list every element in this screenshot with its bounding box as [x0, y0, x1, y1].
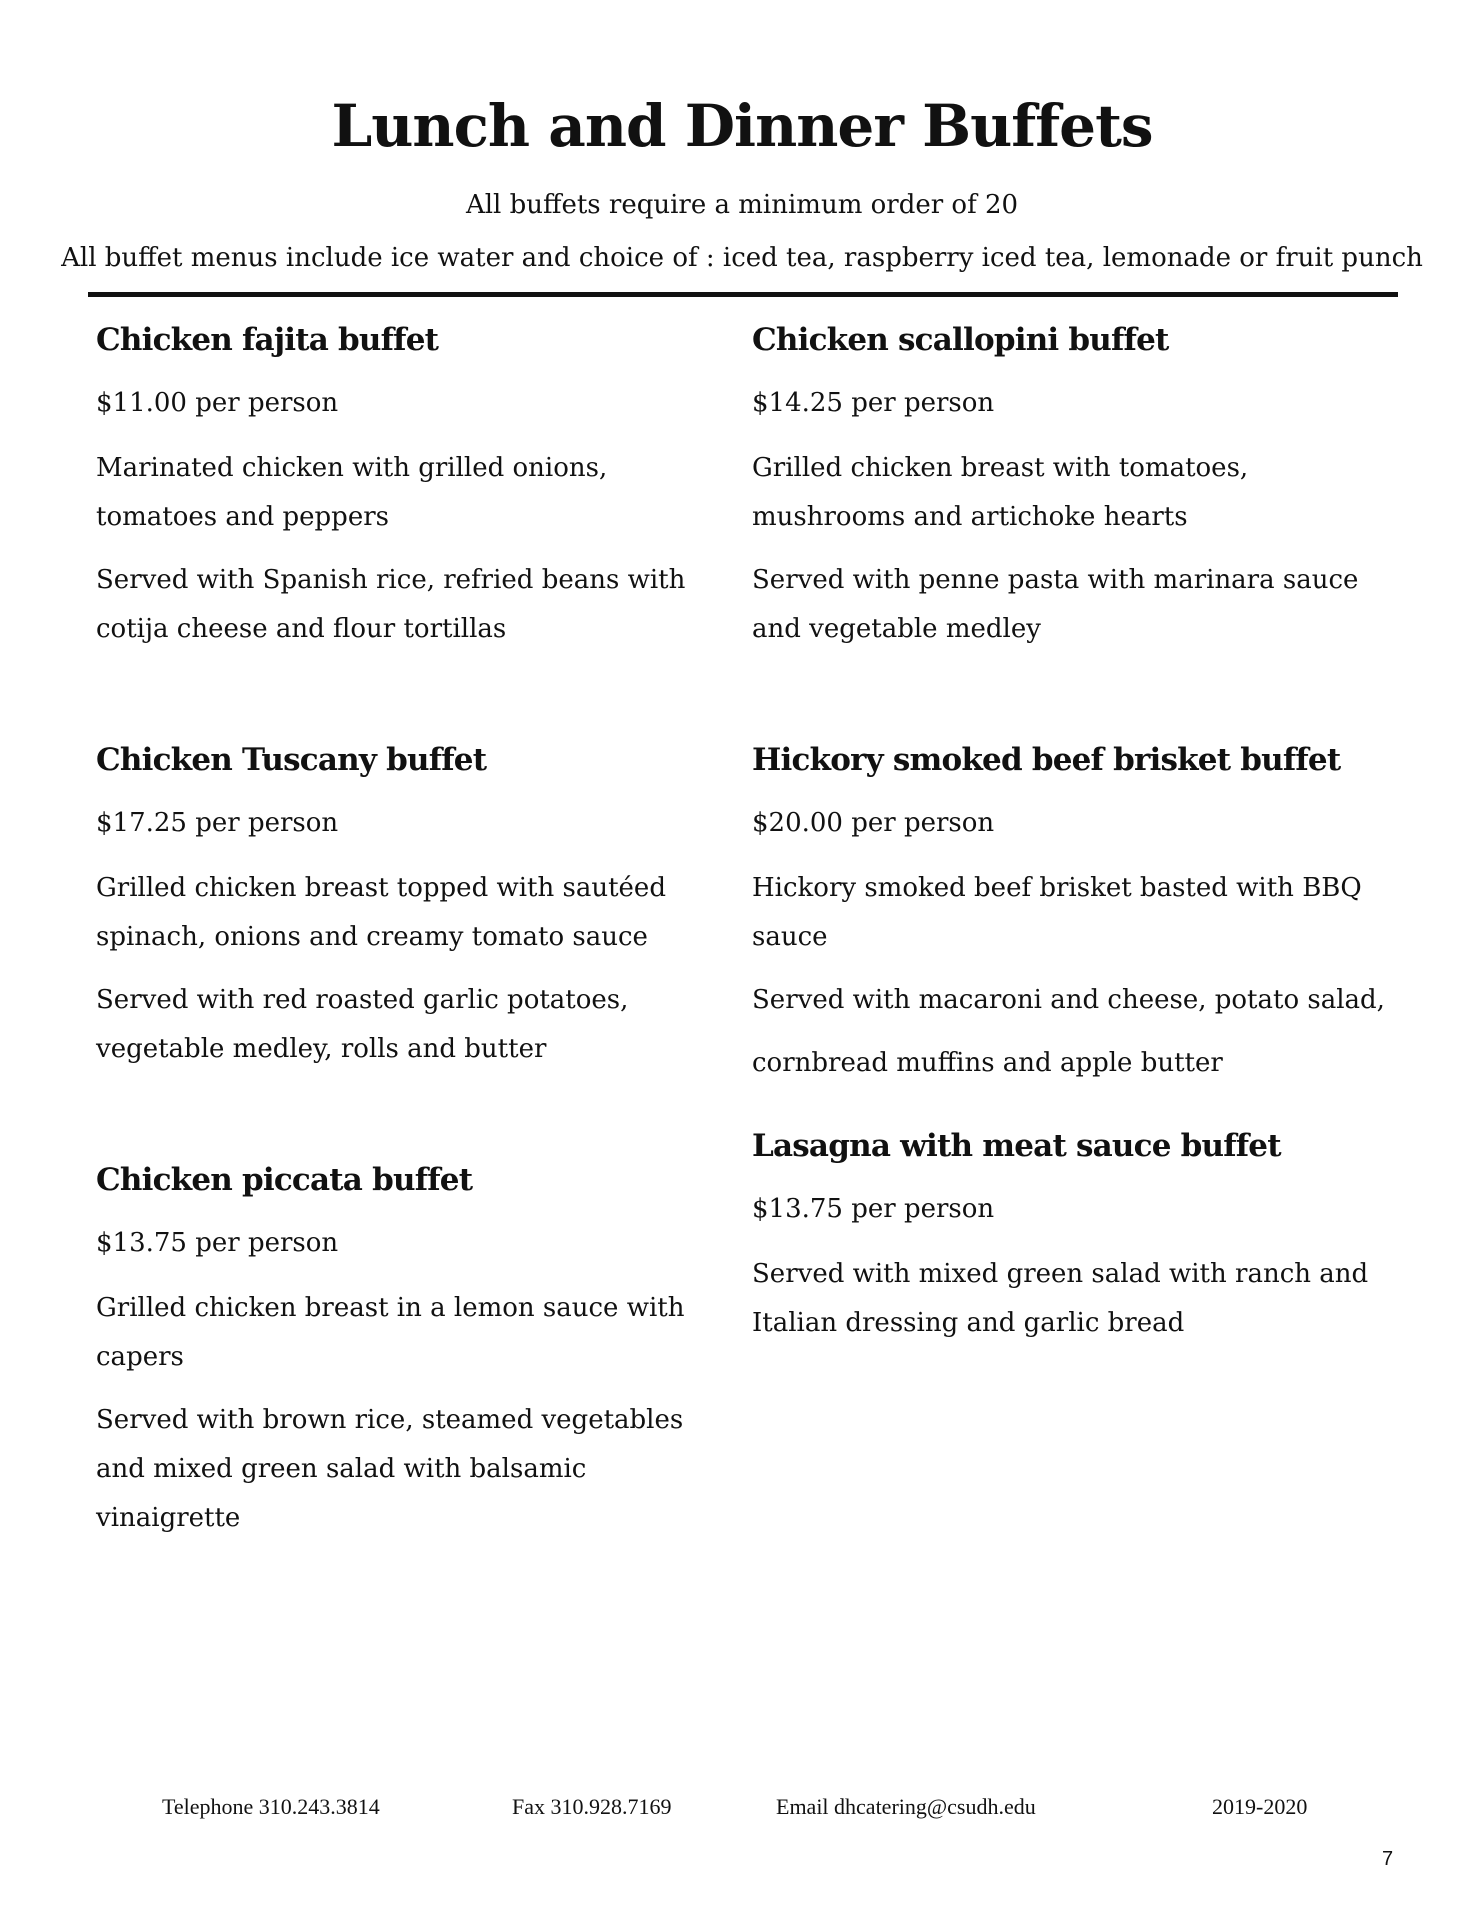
buffet-item-chicken-piccata	[96, 1162, 736, 1543]
buffet-name: Lasagna with meat sauce buffet	[752, 1128, 1281, 1164]
buffet-price: $11.00 per person	[96, 388, 339, 419]
buffet-price: $14.25 per person	[752, 388, 995, 419]
buffet-name: Chicken scallopini buffet	[752, 322, 1169, 358]
buffet-description: Grilled chicken breast topped with sautéed spinach, onions and creamy tomato sauce	[96, 872, 666, 952]
buffet-sides: Served with penne pasta with marinara sauce and vegetable medley	[752, 564, 1359, 644]
buffet-name: Chicken piccata buffet	[96, 1162, 473, 1198]
buffet-sides: Served with mixed green salad with ranch and Italian dressing and garlic bread	[752, 1258, 1369, 1338]
footer-year: 2019-2020	[1212, 1794, 1308, 1819]
page-title: Lunch and Dinner Buffets	[331, 92, 1153, 160]
buffet-item-chicken-fajita	[96, 322, 736, 654]
buffet-name: Hickory smoked beef brisket buffet	[752, 742, 1341, 778]
beverage-note: All buffet menus include ice water and choice of : iced tea, raspberry iced tea, lemonade or fruit punch	[61, 243, 1423, 273]
buffet-price: $20.00 per person	[752, 808, 995, 839]
buffet-description: Hickory smoked beef brisket basted with BBQ sauce	[752, 872, 1362, 952]
buffet-sides: Served with red roasted garlic potatoes, vegetable medley, rolls and butter	[96, 984, 629, 1064]
buffet-sides: Served with macaroni and cheese, potato salad,	[752, 984, 1385, 1015]
buffet-price: $13.75 per person	[752, 1194, 995, 1225]
buffet-sides: Served with brown rice, steamed vegetables and mixed green salad with balsamic vinaigrette	[96, 1404, 684, 1533]
footer-fax: Fax 310.928.7169	[512, 1794, 672, 1819]
buffet-description: Grilled chicken breast in a lemon sauce with capers	[96, 1292, 685, 1372]
footer-telephone: Telephone 310.243.3814	[162, 1794, 380, 1819]
footer-email: Email dhcatering@csudh.edu	[776, 1794, 1036, 1819]
buffet-item-beef-brisket	[752, 742, 1392, 1088]
buffet-price: $13.75 per person	[96, 1228, 339, 1259]
buffet-sides: Served with Spanish rice, refried beans with cotija cheese and flour tortillas	[96, 564, 686, 644]
buffet-price: $17.25 per person	[96, 808, 339, 839]
buffet-item-lasagna	[752, 1128, 1392, 1348]
page-number: 7	[1382, 1848, 1394, 1870]
buffet-name: Chicken Tuscany buffet	[96, 742, 487, 778]
buffet-item-chicken-tuscany	[96, 742, 736, 1074]
buffet-name: Chicken fajita buffet	[96, 322, 439, 358]
buffet-description: Marinated chicken with grilled onions, tomatoes and peppers	[96, 452, 608, 532]
minimum-order-note: All buffets require a minimum order of 20	[465, 190, 1019, 220]
buffet-sides-continued: cornbread muffins and apple butter	[752, 1047, 1223, 1078]
header-divider	[88, 292, 1398, 297]
buffet-item-chicken-scallopini	[752, 322, 1392, 654]
buffet-description: Grilled chicken breast with tomatoes, mushrooms and artichoke hearts	[752, 452, 1249, 532]
